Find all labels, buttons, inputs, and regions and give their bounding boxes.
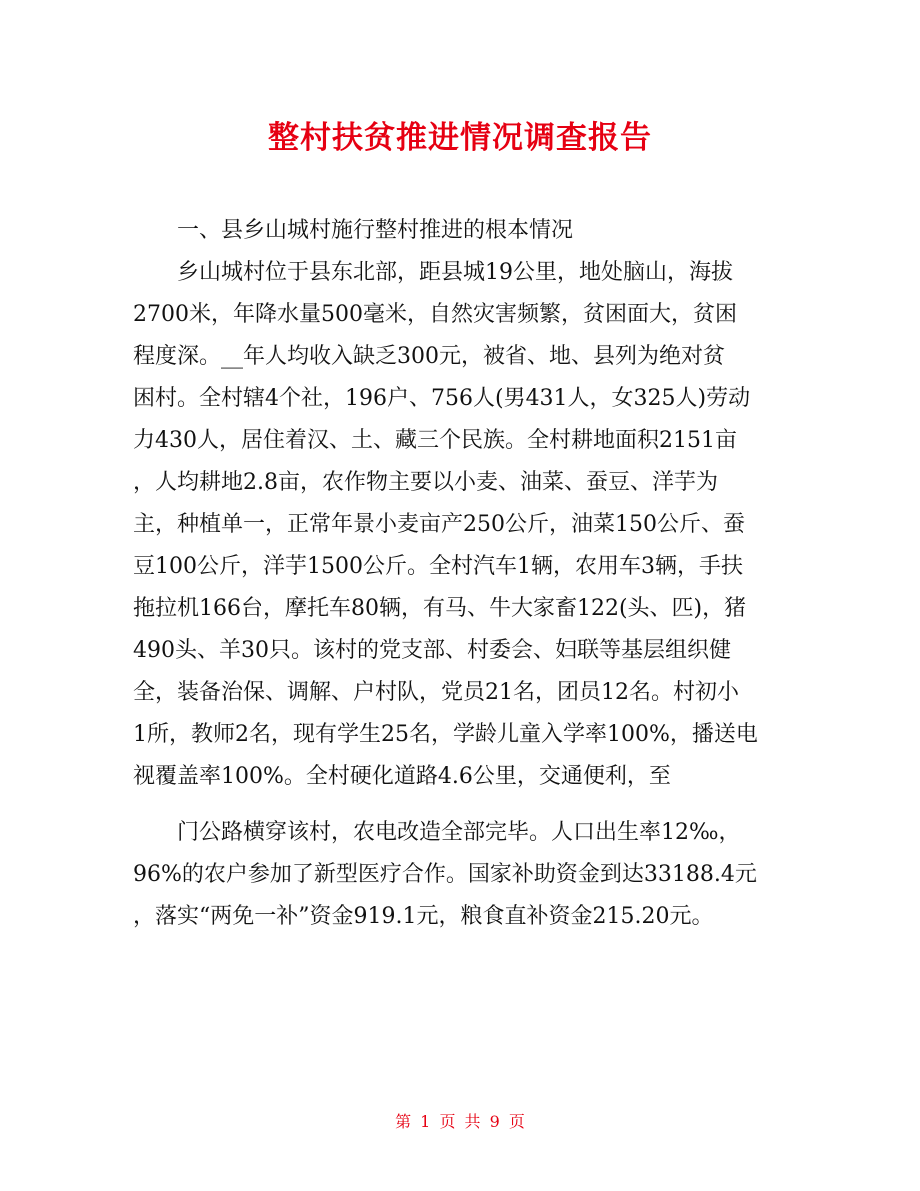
document-title: 整村扶贫推进情况调查报告 — [268, 120, 652, 156]
section-heading: 一、县乡山城村施行整村推进的根本情况 — [177, 218, 574, 243]
paragraph-line: 困村。全村辖4个社，196户、756人(男431人，女325人)劳动 — [133, 386, 751, 411]
paragraph-line: 拖拉机166台，摩托车80辆，有马、牛大家畜122(头、匹)，猪 — [133, 596, 747, 621]
paragraph-line: 门公路横穿该村，农电改造全部完毕。人口出生率12‰， — [177, 820, 741, 845]
paragraph-line: 96%的农户参加了新型医疗合作。国家补助资金到达33188.4元 — [133, 862, 757, 887]
paragraph-line: 全，装备治保、调解、户村队，党员21名，团员12名。村初小 — [133, 680, 739, 705]
document-body — [133, 210, 793, 938]
paragraph-line: 视覆盖率100%。全村硬化道路4.6公里，交通便利，至 — [133, 764, 671, 789]
paragraph-line: 主，种植单一，正常年景小麦亩产250公斤，油菜150公斤、蚕 — [133, 512, 745, 537]
paragraph-line: 程度深。__年人均收入缺乏300元，被省、地、县列为绝对贫 — [133, 344, 725, 369]
paragraph-gap — [133, 798, 793, 812]
page-number-footer: 第 1 页 共 9 页 — [395, 1112, 525, 1131]
paragraph-line: 490头、羊30只。该村的党支部、村委会、妇联等基层组织健 — [133, 638, 731, 663]
paragraph-line: ，落实“两免一补”资金919.1元，粮食直补资金215.20元。 — [133, 904, 714, 929]
paragraph-line: 1所，教师2名，现有学生25名，学龄儿童入学率100%，播送电 — [133, 722, 758, 747]
paragraph-line: ，人均耕地2.8亩，农作物主要以小麦、油菜、蚕豆、洋芋为 — [133, 470, 718, 495]
paragraph-line: 豆100公斤，洋芋1500公斤。全村汽车1辆，农用车3辆，手扶 — [133, 554, 743, 579]
paragraph-line: 力430人，居住着汉、土、藏三个民族。全村耕地面积2151亩 — [133, 428, 737, 453]
paragraph-line: 2700米，年降水量500毫米，自然灾害频繁，贫困面大，贫困 — [133, 302, 737, 327]
paragraph-line: 乡山城村位于县东北部，距县城19公里，地处脑山，海拔 — [177, 260, 733, 285]
